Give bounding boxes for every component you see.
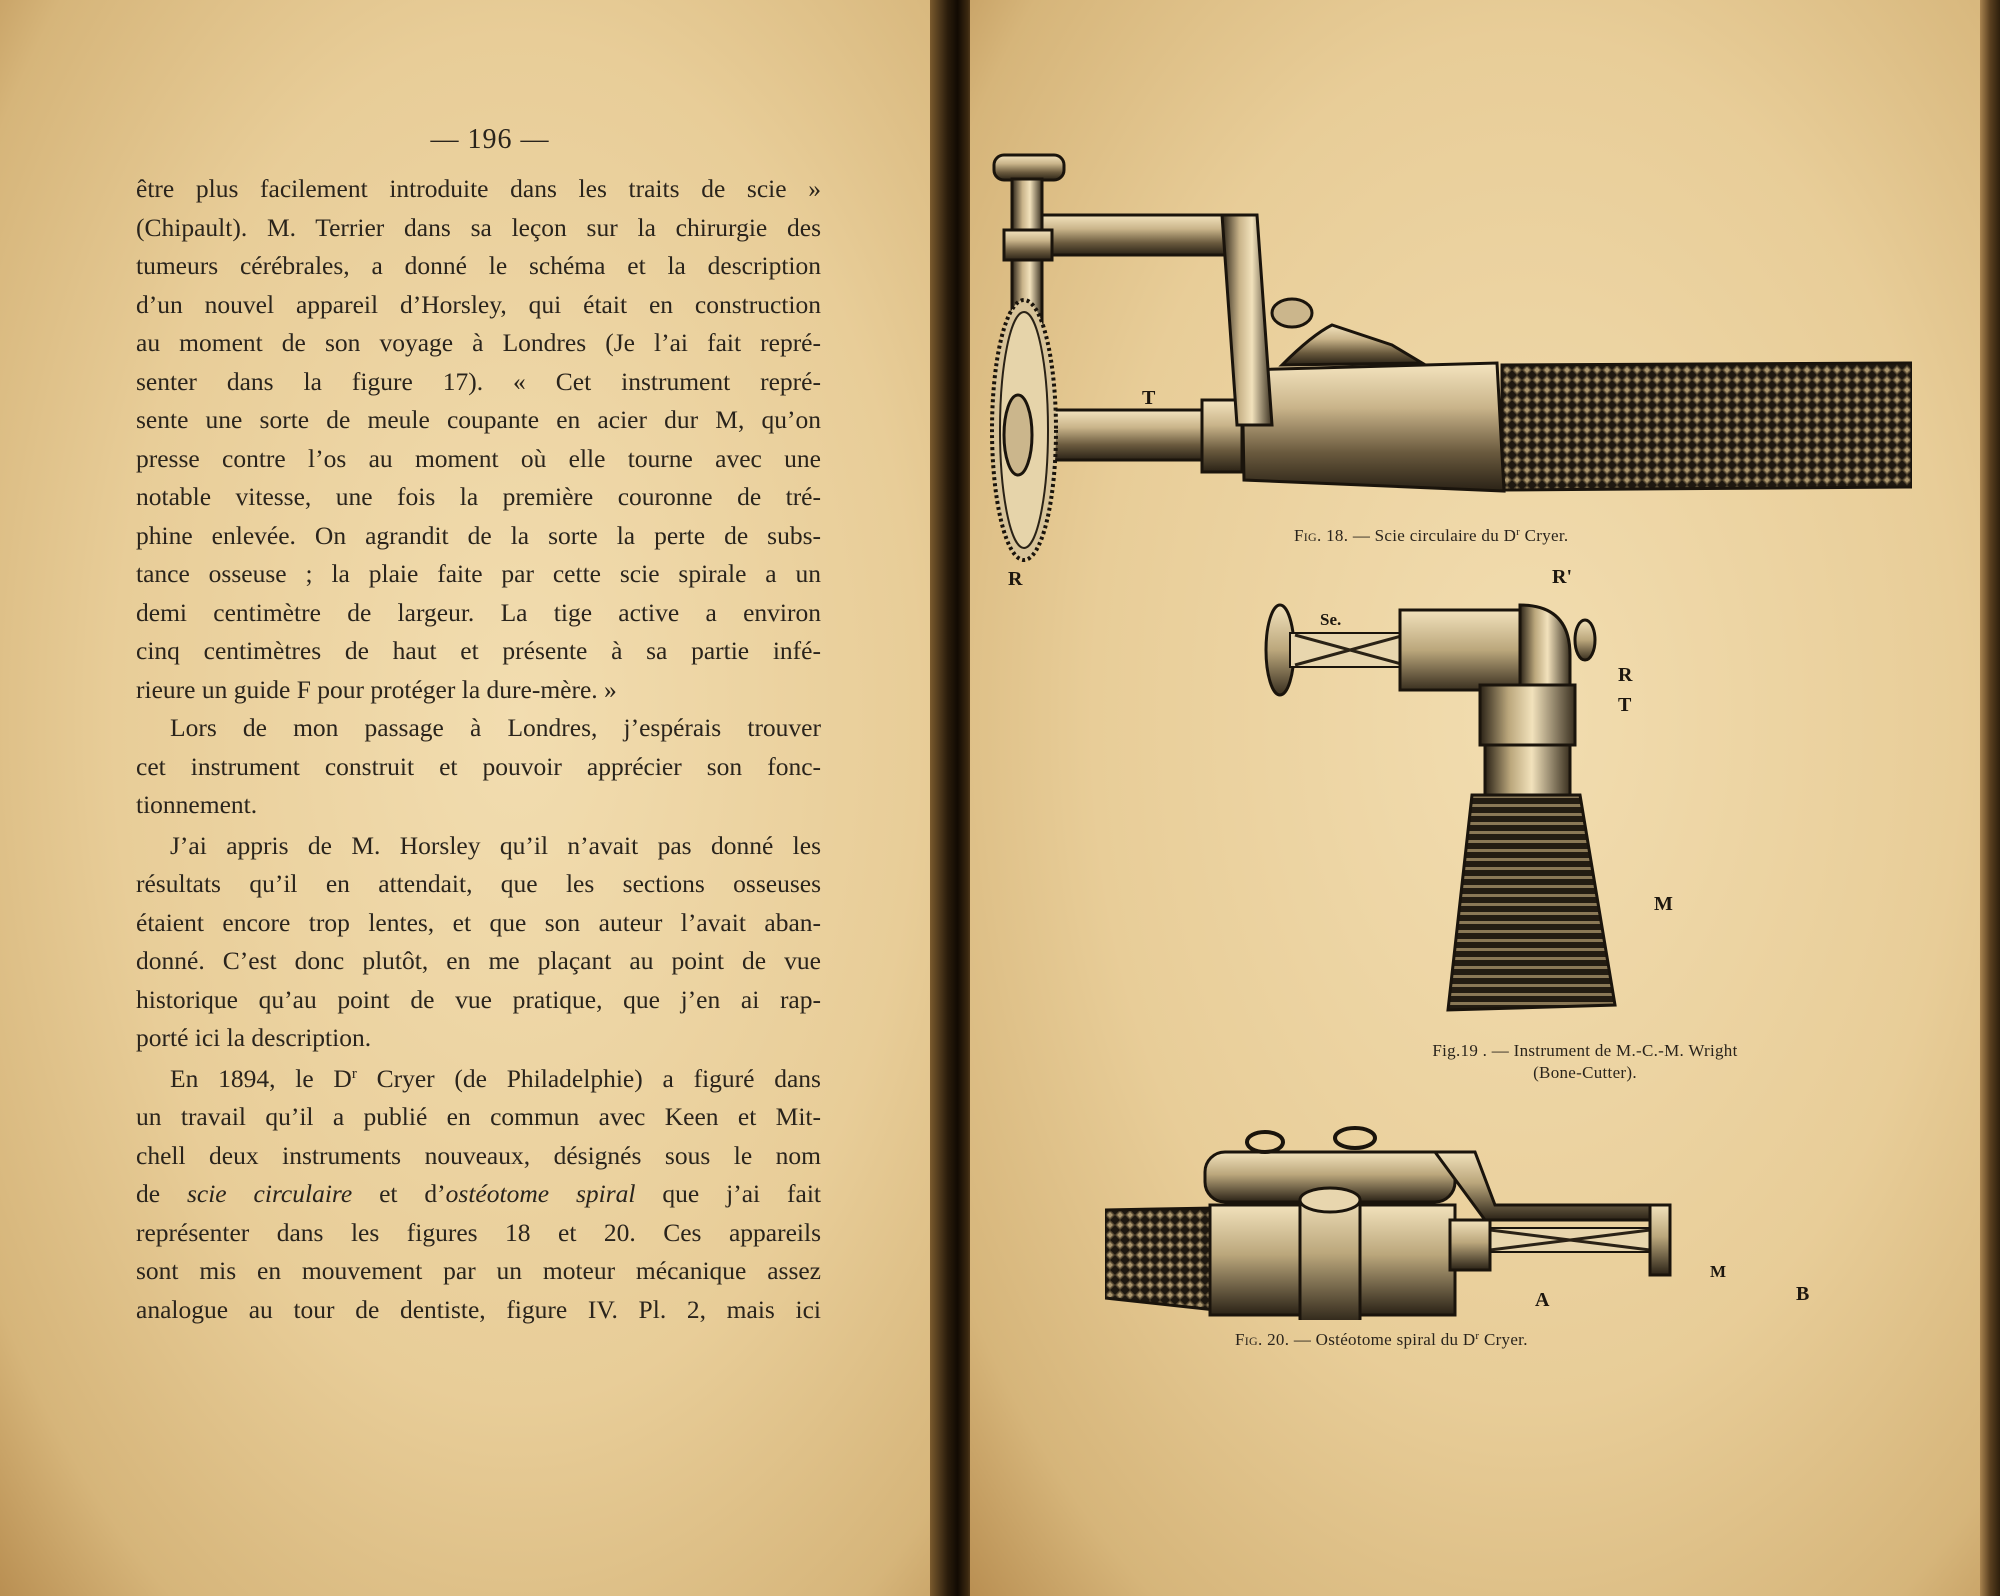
fig20-label-A: A <box>1535 1289 1550 1311</box>
caption-text-end: Cryer. <box>1479 1330 1528 1349</box>
fig19-illustration <box>1250 595 1670 1025</box>
caption-text: Ostéotome spiral du D <box>1315 1330 1476 1349</box>
fig20-illustration <box>1105 1120 1805 1320</box>
fig20-label-B: B <box>1796 1283 1810 1305</box>
fig18-label-T: T <box>1142 387 1156 409</box>
text-line: donné. C’est donc plutôt, en me plaçant au point de vue <box>136 946 821 975</box>
text-line: Lors de mon passage à Londres, j’espérais trouver <box>170 713 821 742</box>
text-line: tumeurs cérébrales, a donné le schéma et la description <box>136 251 821 280</box>
fig19-label-M: M <box>1654 893 1673 915</box>
caption-text-end: Cryer. <box>1520 526 1569 545</box>
right-page <box>970 0 1982 1596</box>
text-line: cet instrument construit et pouvoir apprécier son fonc- <box>136 751 821 781</box>
text-line: phine enlevée. On agrandit de la sorte la perte de subs- <box>136 520 821 550</box>
text-line: (Chipault). M. Terrier dans sa leçon sur la chirurgie des <box>136 212 821 242</box>
page-number: — 196 — <box>430 124 550 155</box>
text-line: être plus facilement introduite dans les traits de scie » <box>136 174 821 203</box>
fig19-label-R: R <box>1618 664 1633 686</box>
caption-text: Scie circulaire du D <box>1374 526 1517 545</box>
fig18-illustration <box>982 135 1912 575</box>
text-line: notable vitesse, une fois la première couronne de tré- <box>136 482 821 511</box>
text-line: presse contre l’os au moment où elle tourne avec une <box>136 443 821 473</box>
text-line: porté ici la description. <box>136 1023 372 1052</box>
text-line: au moment de son voyage à Londres (Je l’ai fait repré- <box>136 328 821 357</box>
fig19-caption <box>1375 1040 1795 1084</box>
text-line: un travail qu’il a publié en commun avec Keen et Mit- <box>136 1102 821 1131</box>
caption-line: (Bone-Cutter). <box>1533 1063 1637 1082</box>
caption-line: Fig.19 . — Instrument de M.-C.-M. Wright <box>1432 1041 1738 1060</box>
italic-term: ostéotome spiral <box>445 1179 636 1208</box>
paragraph-1 <box>136 170 821 709</box>
superscript: r <box>1475 1330 1480 1342</box>
text-line: rieure un guide F pour protéger la dure-mère. » <box>136 674 617 704</box>
fig18-label-R: R <box>1008 568 1023 590</box>
text-line: résultats qu’il en attendait, que les sections osseuses <box>136 869 821 898</box>
text-line: tionnement. <box>136 790 258 819</box>
text-line: sente une sorte de meule coupante en acier dur M, qu’on <box>136 405 821 434</box>
paragraph-2 <box>136 709 821 825</box>
fig19-label-Se: Se. <box>1320 610 1342 629</box>
fig19-label-Rprime: R' <box>1552 566 1572 588</box>
paragraph-3 <box>136 827 821 1058</box>
text-line <box>136 1175 821 1214</box>
paragraph-4 <box>136 1060 821 1330</box>
text-line: chell deux instruments nouveaux, désignés sous le nom <box>136 1140 821 1170</box>
caption-prefix: Fig. 20. — <box>1235 1330 1316 1349</box>
text-line: représenter dans les figures 18 et 20. Ces appareils <box>136 1217 821 1247</box>
text-line: demi centimètre de largeur. La tige active a environ <box>136 597 821 627</box>
text-line: historique qu’au point de vue pratique, que j’en ai rap- <box>136 984 821 1014</box>
text-line: analogue au tour de dentiste, figure IV. Pl. 2, mais ici <box>136 1294 821 1324</box>
text-fragment: de <box>136 1179 187 1208</box>
text-line: cinq centimètres de haut et présente à sa partie infé- <box>136 636 821 665</box>
text-fragment: que j’ai fait <box>635 1179 821 1208</box>
caption-prefix: Fig. 18. — <box>1294 526 1375 545</box>
text-line: tance osseuse ; la plaie faite par cette scie spirale a un <box>136 559 821 588</box>
fig20-label-M: M <box>1710 1262 1727 1281</box>
text-line: étaient encore trop lentes, et que son auteur l’avait aban- <box>136 907 821 937</box>
fig19-label-T: T <box>1618 694 1632 716</box>
superscript: r <box>351 1065 357 1082</box>
text-line: sont mis en mouvement par un moteur mécanique assez <box>136 1256 821 1285</box>
page-edge <box>1980 0 2000 1596</box>
text-line: senter dans la figure 17). « Cet instrument repré- <box>136 366 821 396</box>
body-text <box>136 170 821 1329</box>
text-line: J’ai appris de M. Horsley qu’il n’avait pas donné les <box>170 830 821 860</box>
italic-term: scie circulaire <box>186 1179 353 1208</box>
text-line: d’un nouvel appareil d’Horsley, qui était en construction <box>136 289 821 319</box>
text-line <box>136 1060 821 1099</box>
text-fragment: Cryer (de Philadelphie) a figuré dans <box>356 1063 821 1093</box>
fig18-caption <box>1294 526 1568 546</box>
fig20-caption <box>1235 1330 1528 1350</box>
text-fragment: En 1894, le D <box>170 1063 352 1093</box>
left-page <box>0 0 940 1596</box>
superscript: r <box>1516 526 1521 538</box>
text-fragment: et d’ <box>352 1179 446 1208</box>
